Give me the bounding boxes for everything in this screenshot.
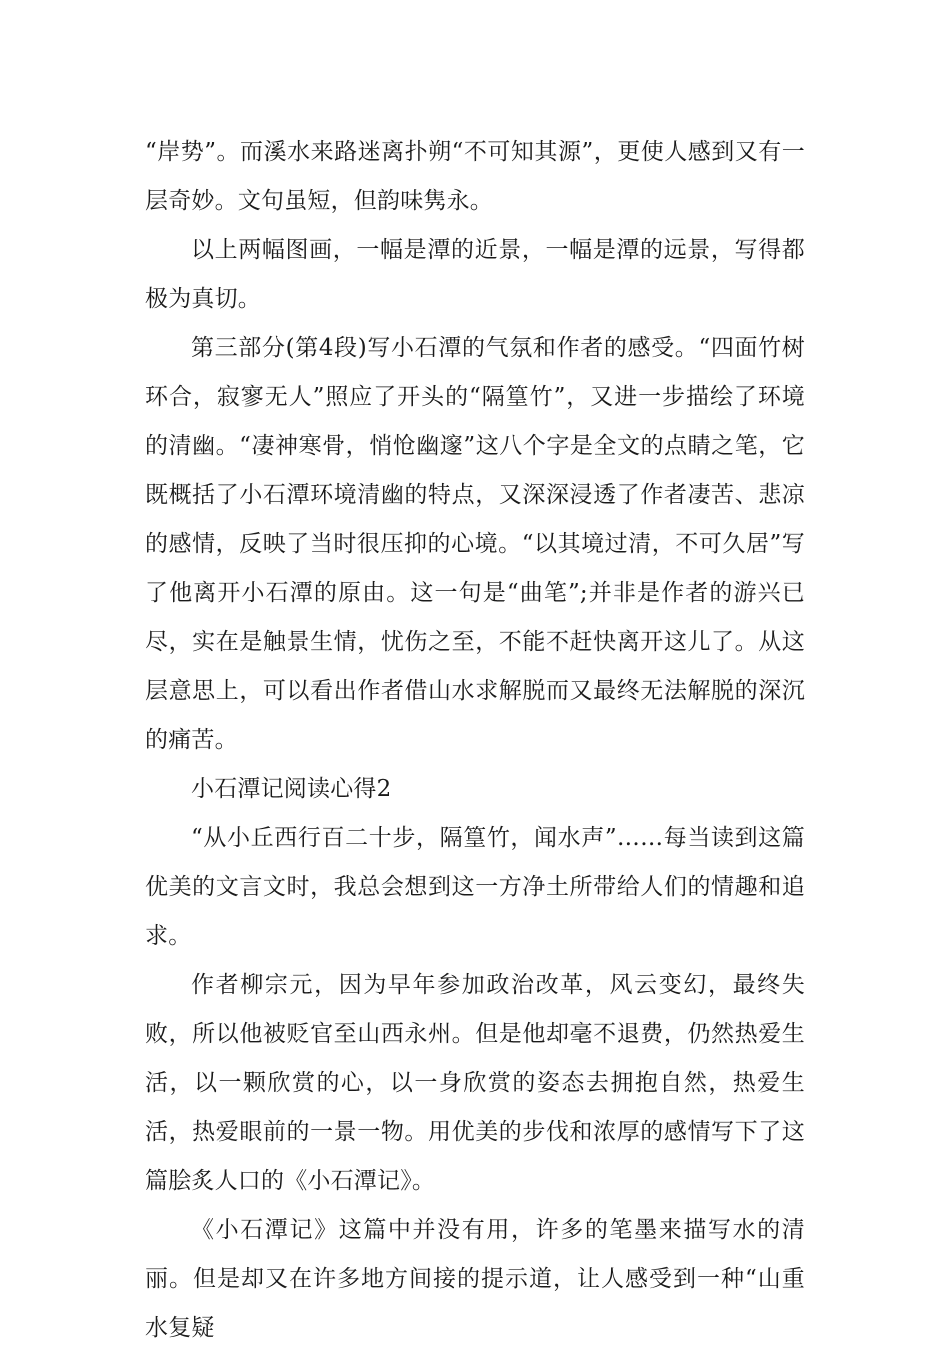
section-heading: 小石潭记阅读心得2 [191,776,392,802]
document-page [145,128,805,1353]
paragraph-two-images: 以上两幅图画，一幅是潭的近景，一幅是潭的远景，写得都极为真切。 [145,237,805,312]
paragraph-quote-opening: “从小丘西行百二十步，隔篁竹，闻水声”……每当读到这篇优美的文言文时，我总会想到这一方净土所带给人们的情趣和追求。 [145,825,805,949]
paragraph-water-description: 《小石潭记》这篇中并没有用，许多的笔墨来描写水的清丽。但是却又在许多地方间接的提示道，让人感受到一种“山重水复疑 [145,1217,805,1341]
paragraph-part-three: 第三部分(第4段)写小石潭的气氛和作者的感受。“四面竹树环合，寂寥无人”照应了开头的“隔篁竹”，又进一步描绘了环境的清幽。“凄神寒骨，悄怆幽邃”这八个字是全文的点睛之笔，它既概括了小石潭环境清幽的特点，又深深浸透了作者凄苦、悲凉的感情，反映了当时很压抑的心境。“以其境过清，不可久居”写了他离开小石潭的原由。这一句是“曲笔”;并非是作者的游兴已尽，实在是触景生情，忧伤之至，不能不赶快离开这儿了。从这层意思上，可以看出作者借山水求解脱而又最终无法解脱的深沉的痛苦。 [145,335,805,753]
paragraph-continued: “岸势”。而溪水来路迷离扑朔“不可知其源”，更使人感到又有一层奇妙。文句虽短，但韵味隽永。 [145,139,805,214]
paragraph-author: 作者柳宗元，因为早年参加政治改革，风云变幻，最终失败，所以他被贬官至山西永州。但是他却毫不退费，仍然热爱生活，以一颗欣赏的心，以一身欣赏的姿态去拥抱自然，热爱生活，热爱眼前的一景一物。用优美的步伐和浓厚的感情写下了这篇脍炙人口的《小石潭记》。 [145,972,805,1194]
